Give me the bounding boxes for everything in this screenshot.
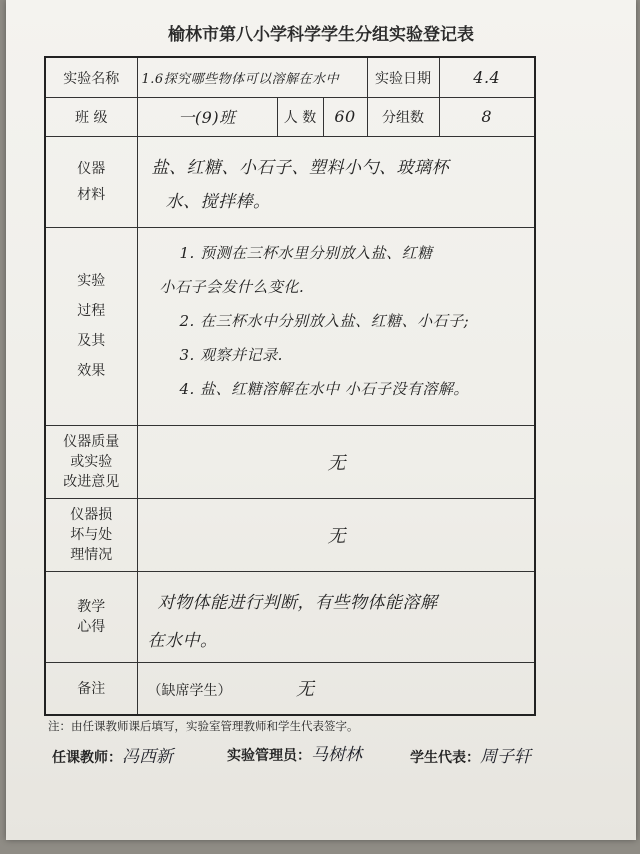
teacher-label: 任课教师：	[52, 750, 122, 766]
admin-signature	[227, 740, 362, 765]
improvement-row	[45, 425, 535, 498]
teacher-signature	[52, 742, 173, 767]
admin-name: 马树林	[311, 745, 362, 765]
remark-row	[45, 662, 535, 715]
materials-line: 水、搅拌棒。	[165, 191, 271, 212]
materials-row	[45, 136, 535, 228]
process-value	[137, 228, 535, 425]
group-count-value: 8	[439, 98, 535, 137]
process-label-line: 实验	[77, 273, 106, 290]
people-count-value: 60	[323, 98, 367, 137]
materials-label	[45, 136, 137, 228]
student-label: 学生代表：	[410, 750, 480, 766]
process-label	[45, 228, 137, 425]
experiment-date-label: 实验日期	[367, 57, 439, 98]
registration-form-sheet	[6, 0, 636, 840]
student-name: 周子轩	[480, 747, 531, 767]
materials-line: 盐、红糖、小石子、塑料小勺、玻璃杯	[151, 157, 449, 178]
experiment-row	[45, 57, 535, 98]
process-line: 1. 预测在三杯水里分别放入盐、红糖	[179, 244, 433, 263]
remark-none-value: 无	[295, 679, 314, 701]
process-line: 小石子会发什么变化.	[159, 278, 305, 297]
process-line: 2. 在三杯水中分别放入盐、红糖、小石子;	[179, 312, 470, 331]
registration-table	[44, 56, 536, 716]
summary-label-line: 教学	[77, 598, 106, 615]
improvement-label	[45, 425, 137, 498]
people-count-label: 人 数	[277, 98, 323, 137]
improvement-value: 无	[137, 425, 535, 498]
form-title: 榆林市第八小学科学学生分组实验登记表	[168, 25, 474, 45]
experiment-name-value: 1.6探究哪些物体可以溶解在水中	[137, 57, 367, 98]
class-value: 一(9)班	[137, 98, 277, 137]
process-line: 4. 盐、红糖溶解在水中 小石子没有溶解。	[179, 380, 469, 399]
damage-label	[45, 498, 137, 571]
summary-row	[45, 572, 535, 663]
group-count-label: 分组数	[367, 98, 439, 137]
absent-students-label: （缺席学生）	[147, 683, 232, 700]
materials-value	[137, 136, 535, 228]
improvement-label-line: 仪器质量	[63, 433, 120, 450]
materials-label-line: 材料	[77, 187, 106, 204]
process-label-line: 及其	[77, 333, 106, 350]
damage-row	[45, 498, 535, 571]
experiment-date-value: 4.4	[439, 57, 535, 98]
damage-label-line: 坏与处	[70, 526, 113, 543]
improvement-label-line: 或实验	[70, 453, 113, 470]
process-line: 3. 观察并记录.	[179, 346, 283, 365]
admin-label: 实验管理员：	[227, 748, 311, 764]
summary-value	[137, 572, 535, 663]
summary-label-line: 心得	[77, 618, 106, 635]
improvement-label-line: 改进意见	[63, 473, 120, 490]
damage-value: 无	[137, 498, 535, 571]
process-row	[45, 228, 535, 425]
form-note: 注：由任课教师课后填写，实验室管理教师和学生代表签字。	[48, 719, 359, 733]
class-row	[45, 98, 535, 137]
summary-line: 对物体能进行判断，有些物体能溶解	[157, 593, 438, 614]
remark-label: 备注	[45, 662, 137, 715]
damage-label-line: 仪器损	[70, 506, 113, 523]
student-signature	[410, 742, 531, 767]
remark-value	[137, 662, 535, 715]
process-label-line: 过程	[77, 303, 106, 320]
process-label-line: 效果	[77, 363, 106, 380]
teacher-name: 冯西新	[122, 747, 173, 767]
experiment-name-label: 实验名称	[45, 57, 137, 98]
materials-label-line: 仪器	[77, 161, 106, 178]
summary-label	[45, 572, 137, 663]
summary-line: 在水中。	[147, 631, 218, 652]
signature-line	[52, 742, 592, 772]
damage-label-line: 理情况	[70, 546, 113, 563]
class-label: 班 级	[45, 98, 137, 137]
